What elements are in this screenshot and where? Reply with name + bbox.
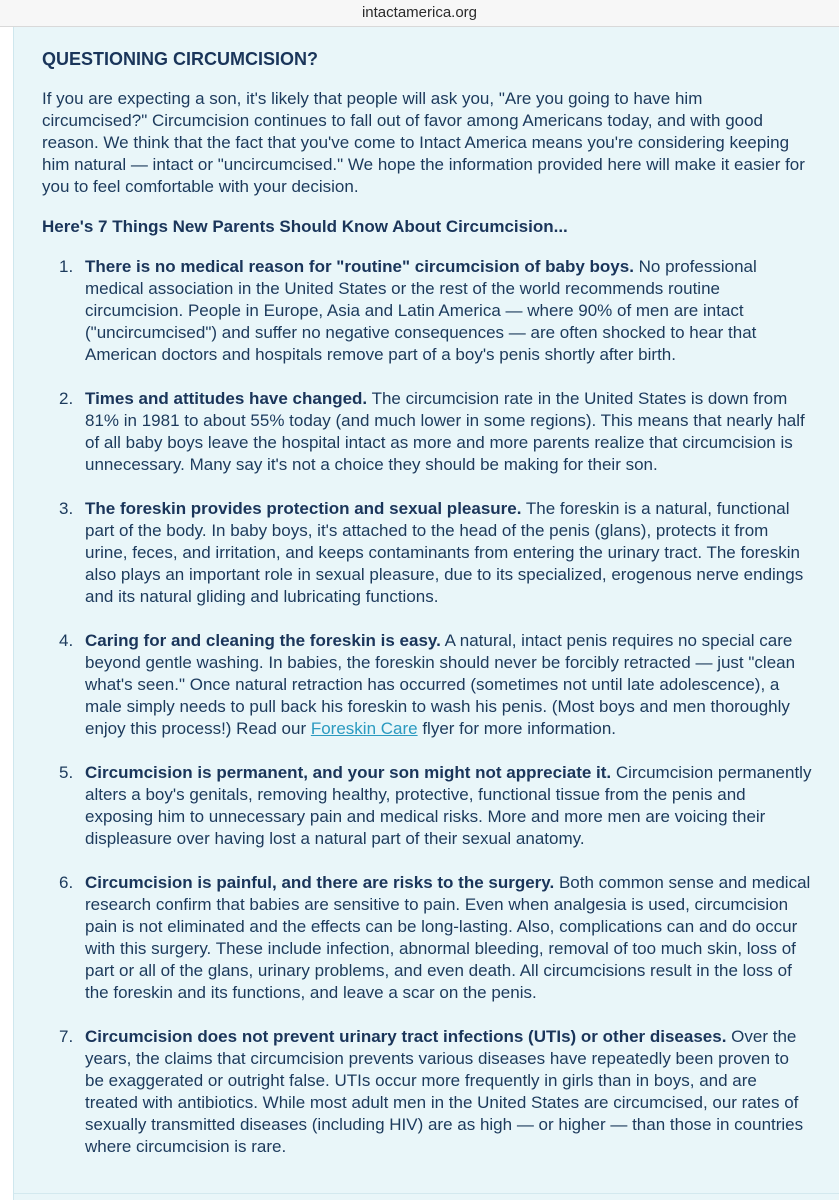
item-text: The foreskin is a natural, functional part of the body. In baby boys, it's attached to the head of the penis (glans), protects it from urine, feces, and irritation, and keeps contaminants from entering the urinary tract. The foreskin also plays an important role in sexual pleasure, due to its specialized, erogenous nerve endings and its natural gliding and lubricating functions. — [85, 499, 804, 606]
address-bar[interactable] — [0, 0, 839, 27]
item-number: 3. — [59, 499, 74, 518]
item-number: 7. — [59, 1027, 74, 1046]
page-content — [13, 27, 839, 1200]
list-item — [42, 1026, 812, 1158]
intro-paragraph: If you are expecting a son, it's likely that people will ask you, "Are you going to have him circumcised?" Circumcision continues to fall out of favor among Americans today, and with good reason. We think that the fact that you've come to Intact America means you're considering keeping him natural — intact or "uncircumcised." We hope the information provided here will make it easier for you to feel comfortable with your decision. — [42, 89, 805, 196]
page-title: QUESTIONING CIRCUMCISION? — [42, 49, 319, 69]
item-text: No professional medical association in the United States or the rest of the world recommends routine circumcision. People in Europe, Asia and Latin America — where 90% of men are intact ("uncircumcised") and suffer no negative consequences — are often shocked to hear that American doctors and hospitals remove part of a boy's penis shortly after birth. — [85, 257, 757, 364]
item-number: 6. — [59, 873, 74, 892]
divider — [14, 1193, 839, 1194]
item-heading: Circumcision is painful, and there are risks to the surgery. — [85, 873, 555, 892]
item-heading: Times and attitudes have changed. — [85, 389, 368, 408]
article — [42, 49, 812, 1180]
item-text-after: flyer for more information. — [417, 719, 617, 738]
item-heading: Caring for and cleaning the foreskin is easy. — [85, 631, 441, 650]
item-heading: There is no medical reason for "routine" circumcision of baby boys. — [85, 257, 634, 276]
list-item — [42, 630, 812, 740]
item-text: Circumcision permanently alters a boy's genitals, removing healthy, protective, functional tissue from the penis and exposing him to unnecessary pain and medical risks. More and more men are voicing their displeasure over having lost a natural part of their sexual anatomy. — [85, 763, 812, 848]
item-number: 4. — [59, 631, 74, 650]
item-number: 5. — [59, 763, 74, 782]
things-list — [42, 256, 812, 1158]
item-heading: Circumcision is permanent, and your son might not appreciate it. — [85, 763, 612, 782]
url-text[interactable]: intactamerica.org — [361, 4, 478, 21]
list-item — [42, 498, 812, 608]
list-heading: Here's 7 Things New Parents Should Know About Circumcision... — [42, 217, 568, 236]
item-text: A natural, intact penis requires no special care beyond gentle washing. In babies, the foreskin should never be forcibly retracted — just "clean what's seen." Once natural retraction has occurred (sometimes not until late adolescence), a male simply needs to pull back his foreskin to wash his penis. (Most boys and men thoroughly enjoy this process!) Read our — [85, 631, 796, 738]
list-item — [42, 762, 812, 850]
item-number: 1. — [59, 257, 74, 276]
item-text: The circumcision rate in the United States is down from 81% in 1981 to about 55% today (and much lower in some regions). This means that nearly half of all baby boys leave the hospital intact as more and more parents realize that circumcision is unnecessary. Many say it's not a choice they should be making for their son. — [85, 389, 805, 474]
list-item — [42, 872, 812, 1004]
item-number: 2. — [59, 389, 74, 408]
foreskin-care-link[interactable]: Foreskin Care — [310, 719, 418, 738]
list-item — [42, 388, 812, 476]
item-heading: Circumcision does not prevent urinary tract infections (UTIs) or other diseases. — [85, 1027, 727, 1046]
item-heading: The foreskin provides protection and sexual pleasure. — [85, 499, 522, 518]
item-text: Over the years, the claims that circumcision prevents various diseases have repeatedly been proven to be exaggerated or outright false. UTIs occur more frequently in girls than in boys, and are treated with antibiotics. While most adult men in the United States are circumcised, our rates of sexually transmitted diseases (including HIV) are as high — or higher — than those in countries where circumcision is rare. — [85, 1027, 804, 1156]
list-item — [42, 256, 812, 366]
item-text: Both common sense and medical research confirm that babies are sensitive to pain. Even when analgesia is used, circumcision pain is not eliminated and the effects can be long-lasting. Also, complications can and do occur with this surgery. These include infection, abnormal bleeding, removal of too much skin, loss of part or all of the glans, urinary problems, and even death. All circumcisions result in the loss of the foreskin and its functions, and leave a scar on the penis. — [85, 873, 811, 1002]
